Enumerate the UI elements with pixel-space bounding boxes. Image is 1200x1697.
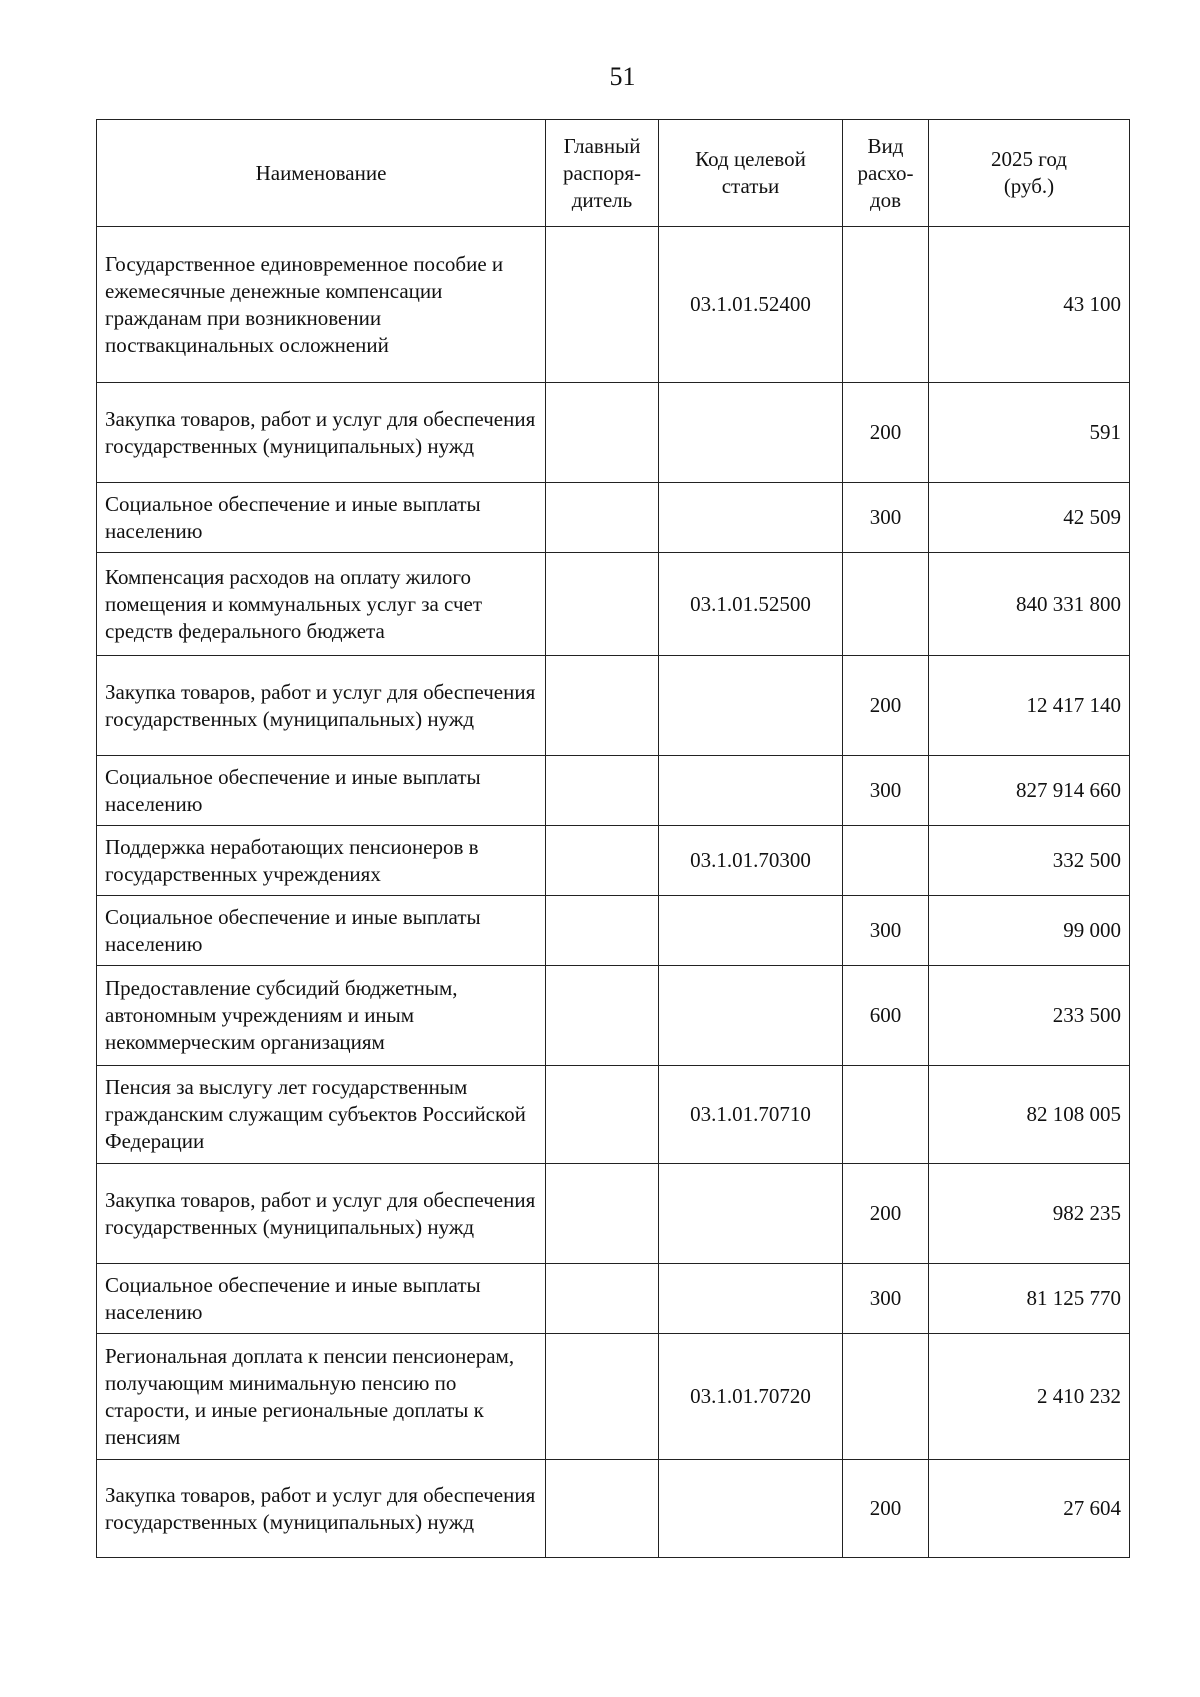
row-name-cell: Государственное единовременное пособие и ежемесячные денежные компенсации гражданам при возникновении поствакцинальных осложнений bbox=[97, 227, 546, 383]
row-target-code-cell bbox=[659, 756, 843, 826]
header-expense-type: Вид расхо- дов bbox=[843, 120, 929, 227]
row-amount-cell: 2 410 232 bbox=[929, 1334, 1130, 1460]
row-manager-cell bbox=[546, 1460, 659, 1558]
table-row bbox=[97, 227, 1130, 383]
row-expense-type-cell: 200 bbox=[843, 1164, 929, 1264]
row-target-code-cell bbox=[659, 966, 843, 1066]
table-row bbox=[97, 966, 1130, 1066]
header-target-code: Код целевой статьи bbox=[659, 120, 843, 227]
table-row bbox=[97, 756, 1130, 826]
table-row bbox=[97, 656, 1130, 756]
row-manager-cell bbox=[546, 826, 659, 896]
table-row bbox=[97, 1334, 1130, 1460]
row-name-cell: Социальное обеспечение и иные выплаты населению bbox=[97, 483, 546, 553]
row-amount-cell: 81 125 770 bbox=[929, 1264, 1130, 1334]
row-target-code-cell bbox=[659, 1264, 843, 1334]
table-row bbox=[97, 383, 1130, 483]
row-target-code-cell bbox=[659, 483, 843, 553]
table-row bbox=[97, 483, 1130, 553]
row-target-code-cell: 03.1.01.70300 bbox=[659, 826, 843, 896]
row-target-code-cell bbox=[659, 1460, 843, 1558]
row-expense-type-cell: 200 bbox=[843, 656, 929, 756]
row-name-cell: Закупка товаров, работ и услуг для обеспечения государственных (муниципальных) нужд bbox=[97, 1460, 546, 1558]
row-manager-cell bbox=[546, 1066, 659, 1164]
header-manager: Главный распоря- дитель bbox=[546, 120, 659, 227]
table-row bbox=[97, 1460, 1130, 1558]
row-amount-cell: 827 914 660 bbox=[929, 756, 1130, 826]
row-expense-type-cell: 200 bbox=[843, 1460, 929, 1558]
budget-table bbox=[96, 119, 1130, 1558]
row-manager-cell bbox=[546, 553, 659, 656]
table-row bbox=[97, 826, 1130, 896]
row-manager-cell bbox=[546, 483, 659, 553]
row-name-cell: Социальное обеспечение и иные выплаты населению bbox=[97, 896, 546, 966]
row-amount-cell: 99 000 bbox=[929, 896, 1130, 966]
row-manager-cell bbox=[546, 756, 659, 826]
page-number: 51 bbox=[609, 62, 636, 91]
table-row bbox=[97, 1066, 1130, 1164]
table-row bbox=[97, 553, 1130, 656]
row-manager-cell bbox=[546, 1334, 659, 1460]
row-target-code-cell: 03.1.01.70720 bbox=[659, 1334, 843, 1460]
row-expense-type-cell bbox=[843, 227, 929, 383]
row-manager-cell bbox=[546, 227, 659, 383]
row-amount-cell: 840 331 800 bbox=[929, 553, 1130, 656]
row-target-code-cell bbox=[659, 1164, 843, 1264]
header-name: Наименование bbox=[97, 120, 546, 227]
row-target-code-cell: 03.1.01.70710 bbox=[659, 1066, 843, 1164]
row-manager-cell bbox=[546, 896, 659, 966]
table-header-row bbox=[97, 120, 1130, 227]
row-manager-cell bbox=[546, 966, 659, 1066]
row-amount-cell: 27 604 bbox=[929, 1460, 1130, 1558]
table-row bbox=[97, 1264, 1130, 1334]
row-target-code-cell bbox=[659, 383, 843, 483]
table-body bbox=[97, 227, 1130, 1558]
row-name-cell: Поддержка неработающих пенсионеров в государственных учреждениях bbox=[97, 826, 546, 896]
row-expense-type-cell: 600 bbox=[843, 966, 929, 1066]
row-amount-cell: 591 bbox=[929, 383, 1130, 483]
row-amount-cell: 82 108 005 bbox=[929, 1066, 1130, 1164]
row-expense-type-cell bbox=[843, 1334, 929, 1460]
row-name-cell: Закупка товаров, работ и услуг для обеспечения государственных (муниципальных) нужд bbox=[97, 1164, 546, 1264]
row-amount-cell: 982 235 bbox=[929, 1164, 1130, 1264]
row-expense-type-cell: 300 bbox=[843, 483, 929, 553]
row-expense-type-cell: 300 bbox=[843, 1264, 929, 1334]
row-manager-cell bbox=[546, 656, 659, 756]
row-expense-type-cell bbox=[843, 553, 929, 656]
row-amount-cell: 233 500 bbox=[929, 966, 1130, 1066]
row-name-cell: Компенсация расходов на оплату жилого помещения и коммунальных услуг за счет средств федерального бюджета bbox=[97, 553, 546, 656]
row-target-code-cell bbox=[659, 656, 843, 756]
row-manager-cell bbox=[546, 1264, 659, 1334]
row-expense-type-cell: 300 bbox=[843, 896, 929, 966]
table-row bbox=[97, 896, 1130, 966]
row-target-code-cell: 03.1.01.52400 bbox=[659, 227, 843, 383]
row-target-code-cell: 03.1.01.52500 bbox=[659, 553, 843, 656]
row-manager-cell bbox=[546, 383, 659, 483]
row-amount-cell: 43 100 bbox=[929, 227, 1130, 383]
row-amount-cell: 332 500 bbox=[929, 826, 1130, 896]
row-expense-type-cell: 300 bbox=[843, 756, 929, 826]
row-name-cell: Региональная доплата к пенсии пенсионерам, получающим минимальную пенсию по старости, и иные региональные доплаты к пенсиям bbox=[97, 1334, 546, 1460]
header-amount: 2025 год (руб.) bbox=[929, 120, 1130, 227]
row-name-cell: Закупка товаров, работ и услуг для обеспечения государственных (муниципальных) нужд bbox=[97, 656, 546, 756]
row-target-code-cell bbox=[659, 896, 843, 966]
row-manager-cell bbox=[546, 1164, 659, 1264]
row-amount-cell: 12 417 140 bbox=[929, 656, 1130, 756]
row-expense-type-cell bbox=[843, 826, 929, 896]
row-name-cell: Пенсия за выслугу лет государственным гражданским служащим субъектов Российской Федерации bbox=[97, 1066, 546, 1164]
table-row bbox=[97, 1164, 1130, 1264]
row-name-cell: Закупка товаров, работ и услуг для обеспечения государственных (муниципальных) нужд bbox=[97, 383, 546, 483]
row-name-cell: Социальное обеспечение и иные выплаты населению bbox=[97, 756, 546, 826]
row-amount-cell: 42 509 bbox=[929, 483, 1130, 553]
row-expense-type-cell bbox=[843, 1066, 929, 1164]
row-name-cell: Предоставление субсидий бюджетным, автономным учреждениям и иным некоммерческим организациям bbox=[97, 966, 546, 1066]
row-name-cell: Социальное обеспечение и иные выплаты населению bbox=[97, 1264, 546, 1334]
row-expense-type-cell: 200 bbox=[843, 383, 929, 483]
